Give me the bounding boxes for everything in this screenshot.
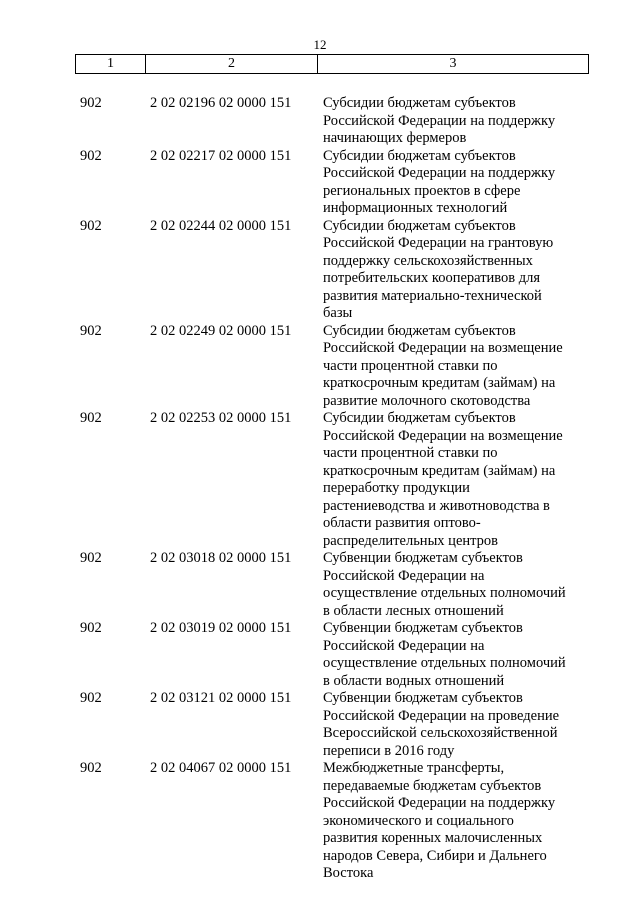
administrator-code: 902 [80, 95, 102, 111]
budget-classification-code: 2 02 03018 02 0000 151 [150, 550, 292, 566]
description-line: Российской Федерации на грантовую [323, 235, 554, 251]
description-line: Субвенции бюджетам субъектов [323, 690, 523, 706]
description-line: Субсидии бюджетам субъектов [323, 147, 516, 164]
description-line: части процентной ставки по [323, 445, 498, 461]
description-line: краткосрочным кредитам (займам) на [323, 375, 556, 391]
description-line: передаваемые бюджетам субъектов [323, 777, 542, 794]
description-line: начинающих фермеров [323, 130, 467, 146]
table-row [0, 620, 640, 690]
table-row [0, 410, 640, 550]
description-line: развития материально-технической [323, 287, 542, 304]
description-line: переписи в 2016 году [323, 742, 455, 759]
description-line: Субсидии бюджетам субъектов [323, 217, 516, 234]
description-line: распределительных центров [323, 532, 498, 549]
description-line: экономического и социального [323, 812, 514, 829]
description-line: Субвенции бюджетам субъектов [323, 620, 523, 636]
description-line: Субвенции бюджетам субъектов [323, 550, 523, 566]
budget-classification-code: 2 02 02253 02 0000 151 [150, 410, 292, 426]
description-line: растениеводства и животноводства в [323, 497, 550, 514]
table-row [0, 550, 640, 620]
description-line: осуществление отдельных полномочий [323, 655, 566, 671]
description-line: части процентной ставки по [323, 357, 498, 374]
revenue-description [323, 410, 583, 550]
budget-code-list [0, 95, 640, 883]
description-line: Всероссийской сельскохозяйственной [323, 725, 558, 741]
description-line: поддержку сельскохозяйственных [323, 252, 533, 269]
description-line: Межбюджетные трансферты, [323, 760, 505, 776]
budget-classification-code: 2 02 02196 02 0000 151 [150, 95, 292, 111]
administrator-code: 902 [80, 760, 102, 776]
column-header-2: 2 [146, 55, 318, 74]
description-line: Российской Федерации на [323, 637, 485, 654]
revenue-description [323, 323, 583, 411]
table-row [0, 148, 640, 218]
description-line: Российской Федерации на поддержку [323, 112, 556, 129]
table-row [0, 218, 640, 323]
administrator-code: 902 [80, 620, 102, 636]
revenue-description [323, 620, 583, 690]
revenue-description [323, 760, 583, 883]
description-line: Субсидии бюджетам субъектов [323, 95, 516, 111]
administrator-code: 902 [80, 217, 102, 234]
description-line: Российской Федерации на поддержку [323, 795, 556, 811]
budget-classification-code: 2 02 02244 02 0000 151 [150, 217, 292, 234]
description-line: в области водных отношений [323, 672, 505, 689]
column-header-table [75, 54, 589, 74]
revenue-description [323, 550, 583, 620]
administrator-code: 902 [80, 322, 102, 339]
revenue-description [323, 690, 583, 760]
description-line: Российской Федерации на возмещение [323, 427, 563, 444]
description-line: развитие молочного скотоводства [323, 392, 531, 409]
description-line: краткосрочным кредитам (займам) на [323, 462, 556, 479]
description-line: Субсидии бюджетам субъектов [323, 410, 516, 426]
description-line: переработку продукции [323, 480, 470, 496]
administrator-code: 902 [80, 690, 102, 706]
table-row [0, 323, 640, 411]
description-line: информационных технологий [323, 200, 508, 216]
table-row [0, 760, 640, 883]
description-line: области развития оптово- [323, 515, 481, 531]
description-line: Российской Федерации на поддержку [323, 165, 556, 181]
description-line: народов Севера, Сибири и Дальнего [323, 847, 547, 864]
description-line: Востока [323, 865, 374, 881]
description-line: Субсидии бюджетам субъектов [323, 322, 516, 339]
column-header-row [76, 55, 589, 74]
administrator-code: 902 [80, 410, 102, 426]
budget-classification-code: 2 02 02249 02 0000 151 [150, 322, 292, 339]
description-line: Российской Федерации на проведение [323, 707, 560, 724]
administrator-code: 902 [80, 550, 102, 566]
revenue-description [323, 148, 583, 218]
description-line: в области лесных отношений [323, 602, 504, 619]
budget-classification-code: 2 02 03121 02 0000 151 [150, 690, 292, 706]
table-row [0, 95, 640, 148]
revenue-description [323, 218, 583, 323]
description-line: развития коренных малочисленных [323, 830, 543, 846]
description-line: Российской Федерации на [323, 567, 485, 584]
table-row [0, 690, 640, 760]
description-line: осуществление отдельных полномочий [323, 585, 566, 601]
description-line: региональных проектов в сфере [323, 182, 521, 199]
description-line: потребительских кооперативов для [323, 270, 541, 286]
budget-classification-code: 2 02 04067 02 0000 151 [150, 760, 292, 776]
revenue-description [323, 95, 583, 148]
description-line: базы [323, 305, 353, 321]
column-header-1: 1 [76, 55, 146, 74]
column-header-3: 3 [318, 55, 589, 74]
description-line: Российской Федерации на возмещение [323, 340, 563, 356]
administrator-code: 902 [80, 147, 102, 164]
page-number: 12 [313, 37, 327, 52]
budget-classification-code: 2 02 02217 02 0000 151 [150, 147, 292, 164]
budget-classification-code: 2 02 03019 02 0000 151 [150, 620, 292, 636]
